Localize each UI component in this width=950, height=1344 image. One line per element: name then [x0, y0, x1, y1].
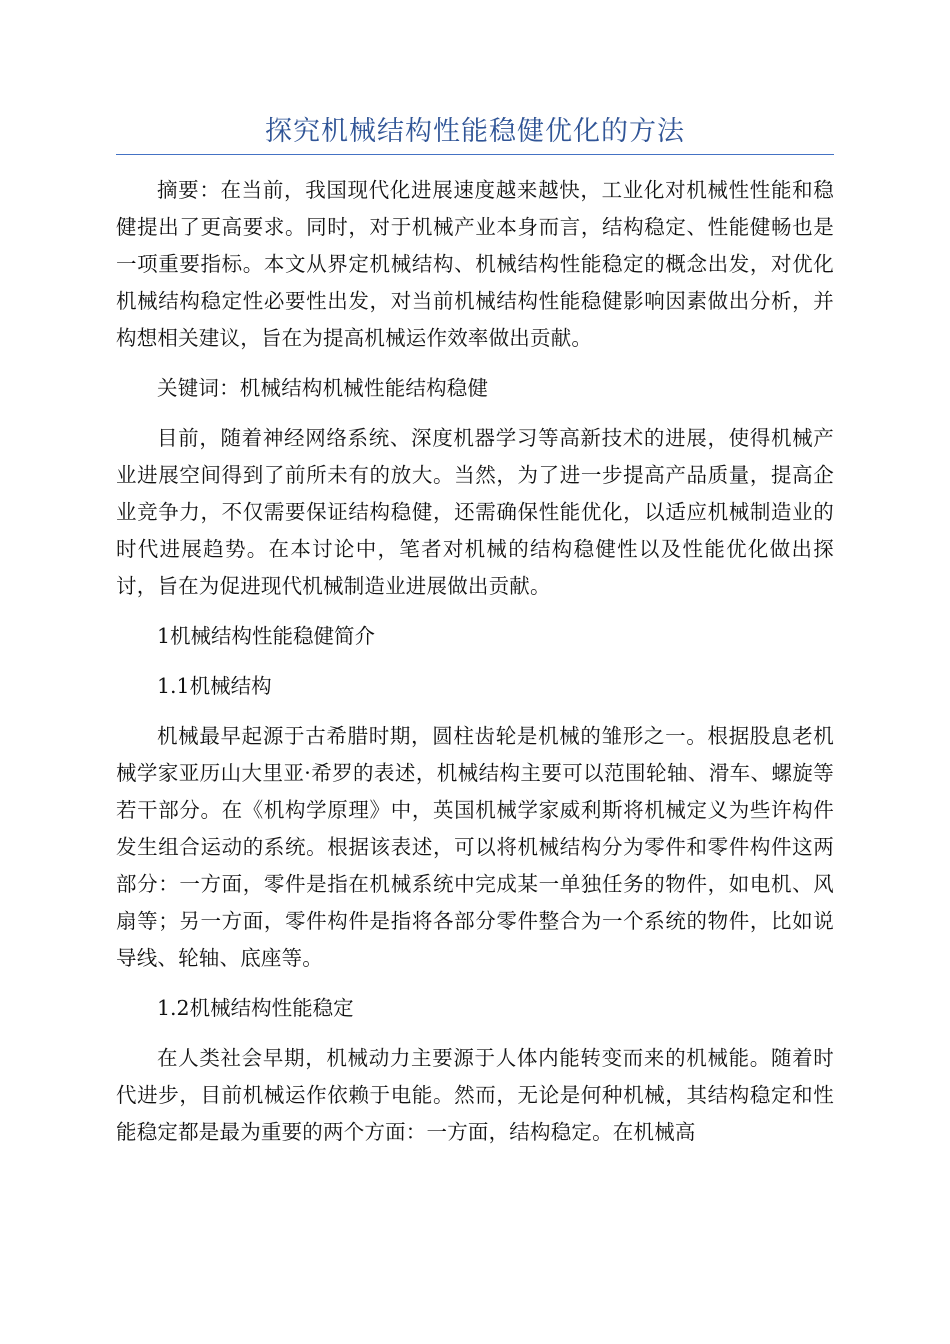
- document-title: 探究机械结构性能稳健优化的方法: [265, 116, 685, 147]
- title-underline: [116, 154, 834, 155]
- section-1-2-heading: 1.2机械结构性能稳定: [157, 996, 354, 1020]
- document-body: [116, 172, 834, 1164]
- section-1-heading: 1机械结构性能稳健简介: [157, 624, 376, 648]
- section-1-2-paragraph: 在人类社会早期，机械动力主要源于人体内能转变而来的机械能。随着时代进步，目前机械运作依赖于电能。然而，无论是何种机械，其结构稳定和性能稳定都是最为重要的两个方面：一方面，结构稳定。在机械高: [116, 1046, 834, 1144]
- section-1-1-paragraph: 机械最早起源于古希腊时期，圆柱齿轮是机械的雏形之一。根据股息老机械学家亚历山大里亚·希罗的表述，机械结构主要可以范围轮轴、滑车、螺旋等若干部分。在《机构学原理》中，英国机械学家威利斯将机械定义为些许构件发生组合运动的系统。根据该表述，可以将机械结构分为零件和零件构件这两部分：一方面，零件是指在机械系统中完成某一单独任务的物件，如电机、风扇等；另一方面，零件构件是指将各部分零件整合为一个系统的物件，比如说导线、轮轴、底座等。: [116, 724, 834, 970]
- section-1-1-heading: 1.1机械结构: [157, 674, 272, 698]
- abstract-paragraph: 摘要：在当前，我国现代化进展速度越来越快，工业化对机械性性能和稳健提出了更高要求。同时，对于机械产业本身而言，结构稳定、性能健畅也是一项重要指标。本文从界定机械结构、机械结构性能稳定的概念出发，对优化机械结构稳定性必要性出发，对当前机械结构性能稳健影响因素做出分析，并构想相关建议，旨在为提高机械运作效率做出贡献。: [116, 178, 834, 350]
- keywords-paragraph: 关键词：机械结构机械性能结构稳健: [157, 376, 489, 400]
- intro-paragraph: 目前，随着神经网络系统、深度机器学习等高新技术的进展，使得机械产业进展空间得到了前所未有的放大。当然，为了进一步提高产品质量，提高企业竞争力，不仅需要保证结构稳健，还需确保性能优化，以适应机械制造业的时代进展趋势。在本讨论中，笔者对机械的结构稳健性以及性能优化做出探讨，旨在为促进现代机械制造业进展做出贡献。: [116, 426, 834, 598]
